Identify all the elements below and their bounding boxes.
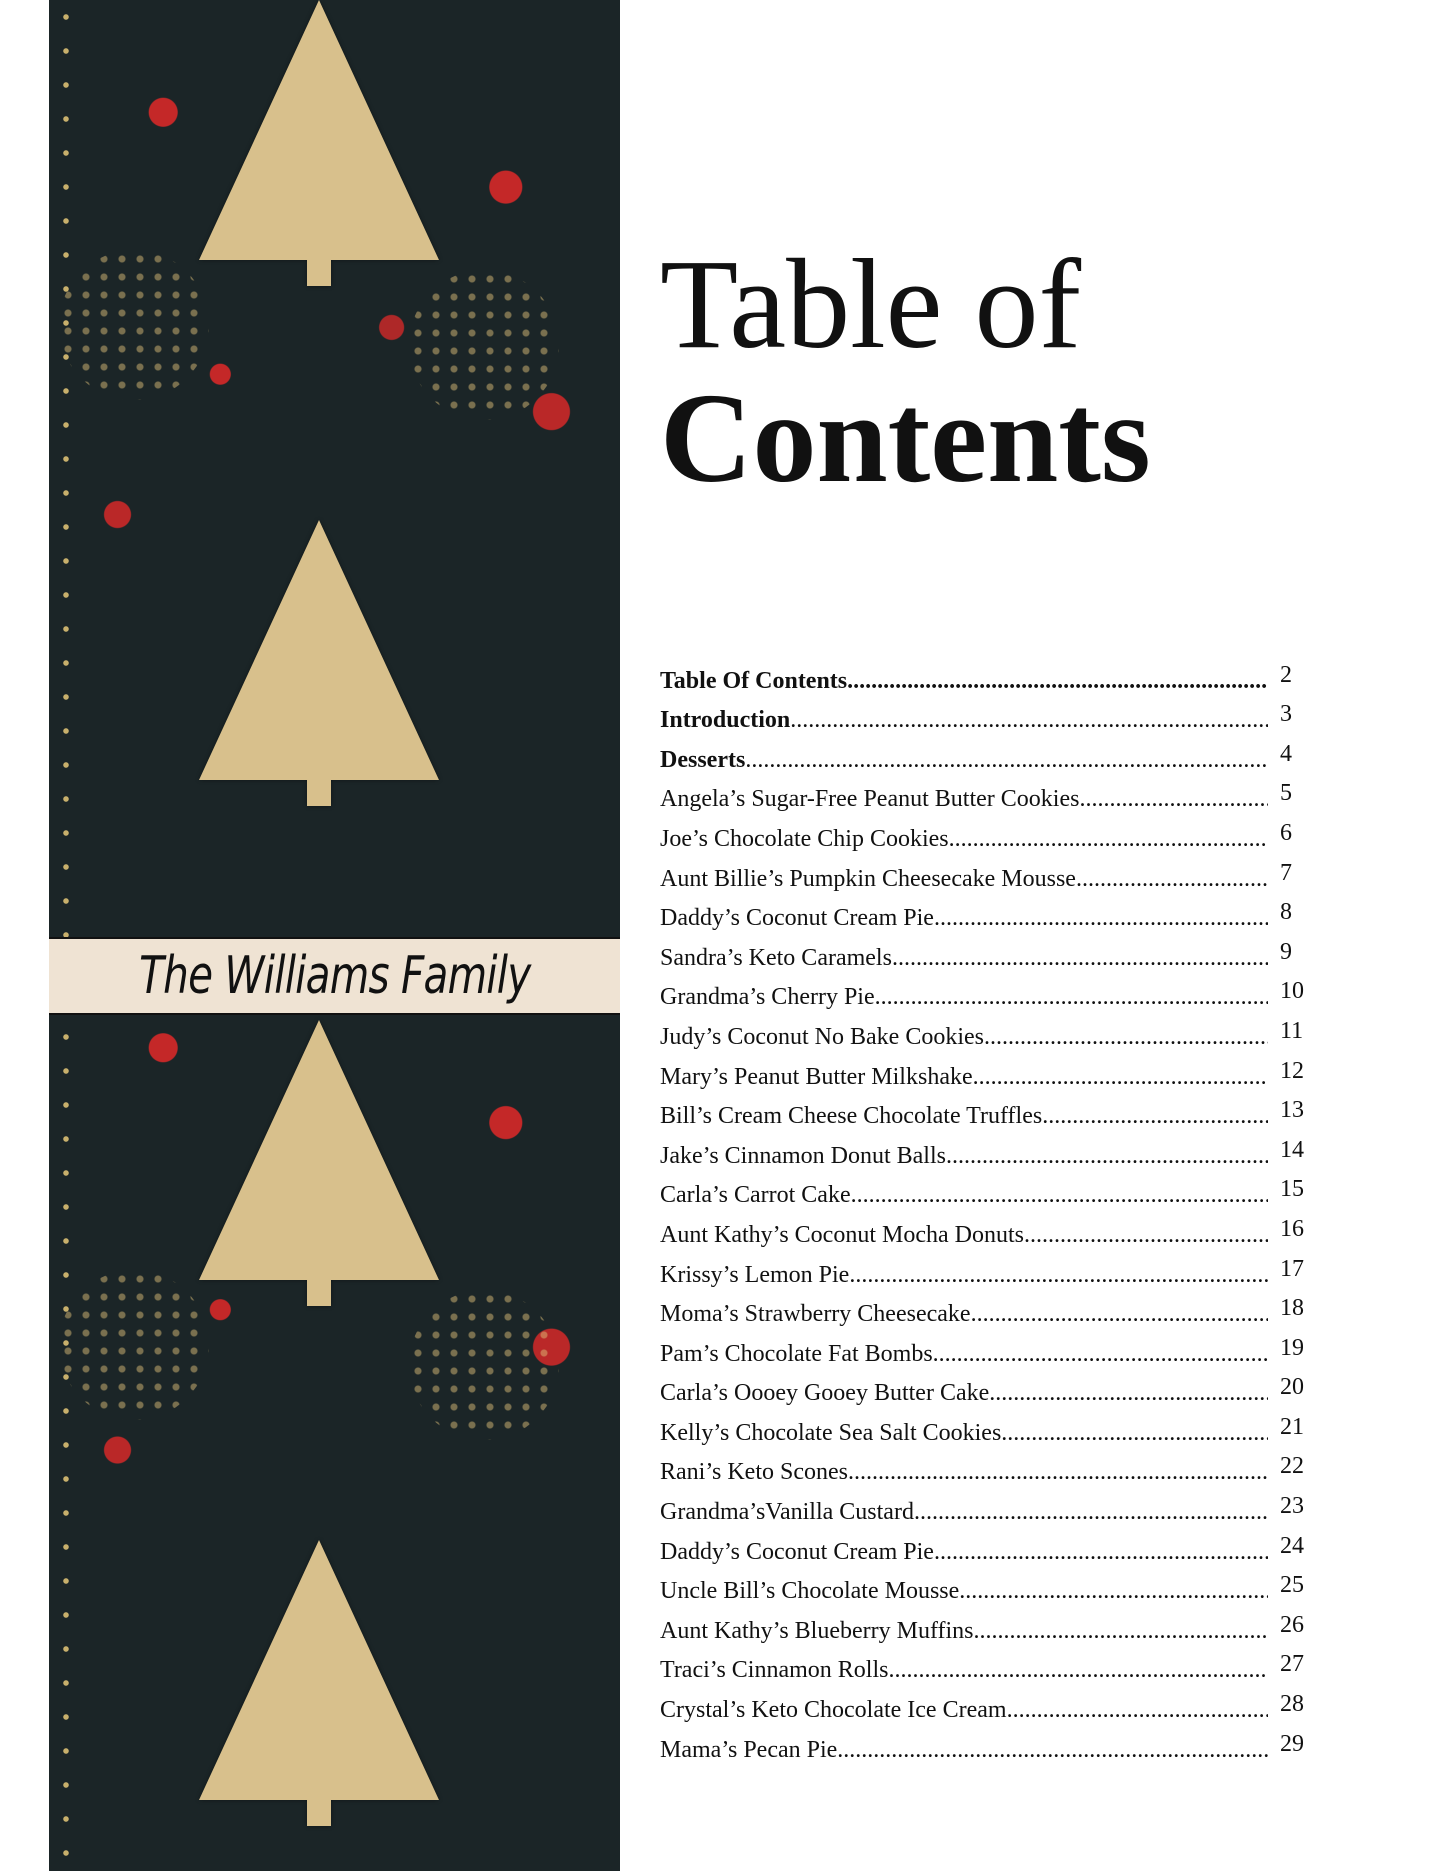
toc-entry[interactable] — [660, 1486, 1320, 1526]
toc-entry-page-number: 14 — [1280, 1136, 1304, 1163]
toc-entry[interactable] — [660, 972, 1320, 1012]
toc-entry-page-number: 12 — [1280, 1057, 1304, 1084]
toc-entry-page-number: 24 — [1280, 1532, 1304, 1559]
dot-leader — [837, 1737, 1268, 1764]
toc-entry[interactable] — [660, 1684, 1320, 1724]
christmas-tree-icon — [199, 1540, 439, 1800]
toc-entry-page-number: 8 — [1280, 899, 1292, 926]
toc-entry-label: Desserts — [660, 746, 746, 773]
dot-leader — [745, 747, 1268, 774]
toc-entry[interactable] — [660, 893, 1320, 933]
toc-entry[interactable] — [660, 1526, 1320, 1566]
toc-entry[interactable] — [660, 1368, 1320, 1408]
dot-leader — [933, 1341, 1268, 1368]
toc-entry-label: Daddy’s Coconut Cream Pie — [660, 1538, 934, 1565]
dot-leader — [914, 1499, 1268, 1526]
toc-entry[interactable] — [660, 1605, 1320, 1645]
toc-entry[interactable] — [660, 1249, 1320, 1289]
toc-entry-label: Moma’s Strawberry Cheesecake — [660, 1301, 971, 1328]
page-title-line1: Table of — [660, 233, 1082, 375]
dot-leader — [851, 1182, 1268, 1209]
toc-entry[interactable] — [660, 1209, 1320, 1249]
toc-entry-page-number: 5 — [1280, 780, 1292, 807]
toc-entry[interactable] — [660, 1328, 1320, 1368]
dot-leader — [989, 1380, 1268, 1407]
toc-entry[interactable] — [660, 813, 1320, 853]
toc-entry-label: Sandra’s Keto Caramels — [660, 944, 892, 971]
pine-branch-icon — [409, 1290, 559, 1440]
dot-leader — [984, 1024, 1268, 1051]
toc-entry-label: Kelly’s Chocolate Sea Salt Cookies — [660, 1419, 1002, 1446]
toc-entry-label: Introduction — [660, 707, 791, 734]
dot-leader — [1001, 1420, 1268, 1447]
toc-entry-page-number: 4 — [1280, 740, 1292, 767]
toc-entry[interactable] — [660, 1051, 1320, 1091]
page-title-line2: Contents — [660, 367, 1151, 509]
page-title — [660, 233, 1151, 509]
toc-entry-page-number: 3 — [1280, 701, 1292, 728]
toc-entry[interactable] — [660, 1447, 1320, 1487]
toc-entry[interactable] — [660, 734, 1320, 774]
toc-entry[interactable] — [660, 1724, 1320, 1764]
dot-leader — [790, 707, 1268, 734]
toc-entry-label: Daddy’s Coconut Cream Pie — [660, 905, 934, 932]
toc-entry-page-number: 26 — [1280, 1611, 1304, 1638]
decorative-side-panel — [49, 0, 620, 1871]
dot-leader — [847, 668, 1268, 695]
toc-entry-page-number: 10 — [1280, 978, 1304, 1005]
toc-entry-label: Grandma’sVanilla Custard — [660, 1499, 914, 1526]
toc-entry[interactable] — [660, 853, 1320, 893]
toc-entry[interactable] — [660, 695, 1320, 735]
toc-entry-page-number: 16 — [1280, 1215, 1304, 1242]
toc-entry[interactable] — [660, 1170, 1320, 1210]
toc-entry[interactable] — [660, 655, 1320, 695]
toc-entry-page-number: 7 — [1280, 859, 1292, 886]
toc-entry-label: Jake’s Cinnamon Donut Balls — [660, 1142, 946, 1169]
toc-entry-label: Traci’s Cinnamon Rolls — [660, 1657, 889, 1684]
toc-entry-label: Rani’s Keto Scones — [660, 1459, 848, 1486]
dot-leader — [971, 1301, 1268, 1328]
family-name: The Williams Family — [138, 946, 531, 1006]
toc-entry-label: Judy’s Coconut No Bake Cookies — [660, 1023, 984, 1050]
toc-entry-page-number: 23 — [1280, 1493, 1304, 1520]
toc-entry-label: Crystal’s Keto Chocolate Ice Cream — [660, 1697, 1007, 1724]
dot-leader — [949, 826, 1268, 853]
toc-entry-label: Grandma’s Cherry Pie — [660, 984, 875, 1011]
dot-leader — [875, 984, 1268, 1011]
dot-leader — [1076, 866, 1268, 893]
toc-entry-page-number: 17 — [1280, 1255, 1304, 1282]
toc-entry-page-number: 19 — [1280, 1334, 1304, 1361]
toc-entry[interactable] — [660, 1011, 1320, 1051]
toc-entry-label: Angela’s Sugar-Free Peanut Butter Cookies — [660, 786, 1080, 813]
table-of-contents-list — [660, 655, 1320, 1764]
toc-entry-page-number: 15 — [1280, 1176, 1304, 1203]
toc-entry-label: Aunt Kathy’s Coconut Mocha Donuts — [660, 1221, 1024, 1248]
dot-leader — [959, 1578, 1268, 1605]
dot-leader — [1042, 1103, 1268, 1130]
dot-leader — [1024, 1222, 1268, 1249]
toc-entry-page-number: 6 — [1280, 819, 1292, 846]
dot-leader — [848, 1459, 1268, 1486]
pine-branch-icon — [409, 270, 559, 420]
toc-entry-label: Aunt Billie’s Pumpkin Cheesecake Mousse — [660, 865, 1076, 892]
toc-entry-label: Uncle Bill’s Chocolate Mousse — [660, 1578, 960, 1605]
toc-entry-label: Mama’s Pecan Pie — [660, 1736, 838, 1763]
christmas-tree-icon — [199, 0, 439, 260]
dot-leader — [934, 905, 1268, 932]
toc-entry-label: Joe’s Chocolate Chip Cookies — [660, 825, 949, 852]
dot-leader — [849, 1262, 1268, 1289]
toc-entry[interactable] — [660, 932, 1320, 972]
dot-leader — [946, 1143, 1268, 1170]
toc-entry-page-number: 28 — [1280, 1691, 1304, 1718]
toc-entry[interactable] — [660, 1091, 1320, 1131]
toc-entry-page-number: 20 — [1280, 1374, 1304, 1401]
toc-entry-label: Bill’s Cream Cheese Chocolate Truffles — [660, 1103, 1043, 1130]
pine-branch-icon — [59, 250, 209, 400]
dot-leader — [892, 945, 1268, 972]
toc-entry[interactable] — [660, 774, 1320, 814]
toc-entry-label: Pam’s Chocolate Fat Bombs — [660, 1340, 933, 1367]
dot-leader — [1079, 786, 1268, 813]
dot-leader — [974, 1618, 1268, 1645]
toc-entry-label: Krissy’s Lemon Pie — [660, 1261, 850, 1288]
toc-entry[interactable] — [660, 1645, 1320, 1685]
toc-entry[interactable] — [660, 1130, 1320, 1170]
toc-entry-label: Carla’s Carrot Cake — [660, 1182, 851, 1209]
toc-entry[interactable] — [660, 1407, 1320, 1447]
christmas-tree-icon — [199, 1020, 439, 1280]
toc-entry-page-number: 27 — [1280, 1651, 1304, 1678]
dot-leader — [973, 1064, 1268, 1091]
toc-entry-page-number: 25 — [1280, 1572, 1304, 1599]
christmas-tree-icon — [199, 520, 439, 780]
toc-entry-page-number: 9 — [1280, 938, 1292, 965]
toc-entry-label: Aunt Kathy’s Blueberry Muffins — [660, 1617, 974, 1644]
toc-entry-page-number: 29 — [1280, 1730, 1304, 1757]
toc-entry-page-number: 2 — [1280, 661, 1292, 688]
pine-branch-icon — [59, 1270, 209, 1420]
toc-entry-page-number: 13 — [1280, 1097, 1304, 1124]
family-name-banner — [49, 937, 620, 1015]
dot-leader — [888, 1657, 1268, 1684]
toc-entry[interactable] — [660, 1566, 1320, 1606]
toc-entry-page-number: 18 — [1280, 1295, 1304, 1322]
dot-leader — [1007, 1697, 1268, 1724]
toc-entry-label: Table Of Contents — [660, 667, 848, 694]
toc-entry-page-number: 11 — [1280, 1017, 1304, 1044]
toc-entry-page-number: 21 — [1280, 1413, 1304, 1440]
toc-entry-label: Mary’s Peanut Butter Milkshake — [660, 1063, 973, 1090]
toc-entry-page-number: 22 — [1280, 1453, 1304, 1480]
toc-entry-label: Carla’s Oooey Gooey Butter Cake — [660, 1380, 990, 1407]
toc-entry[interactable] — [660, 1289, 1320, 1329]
dot-leader — [934, 1539, 1268, 1566]
